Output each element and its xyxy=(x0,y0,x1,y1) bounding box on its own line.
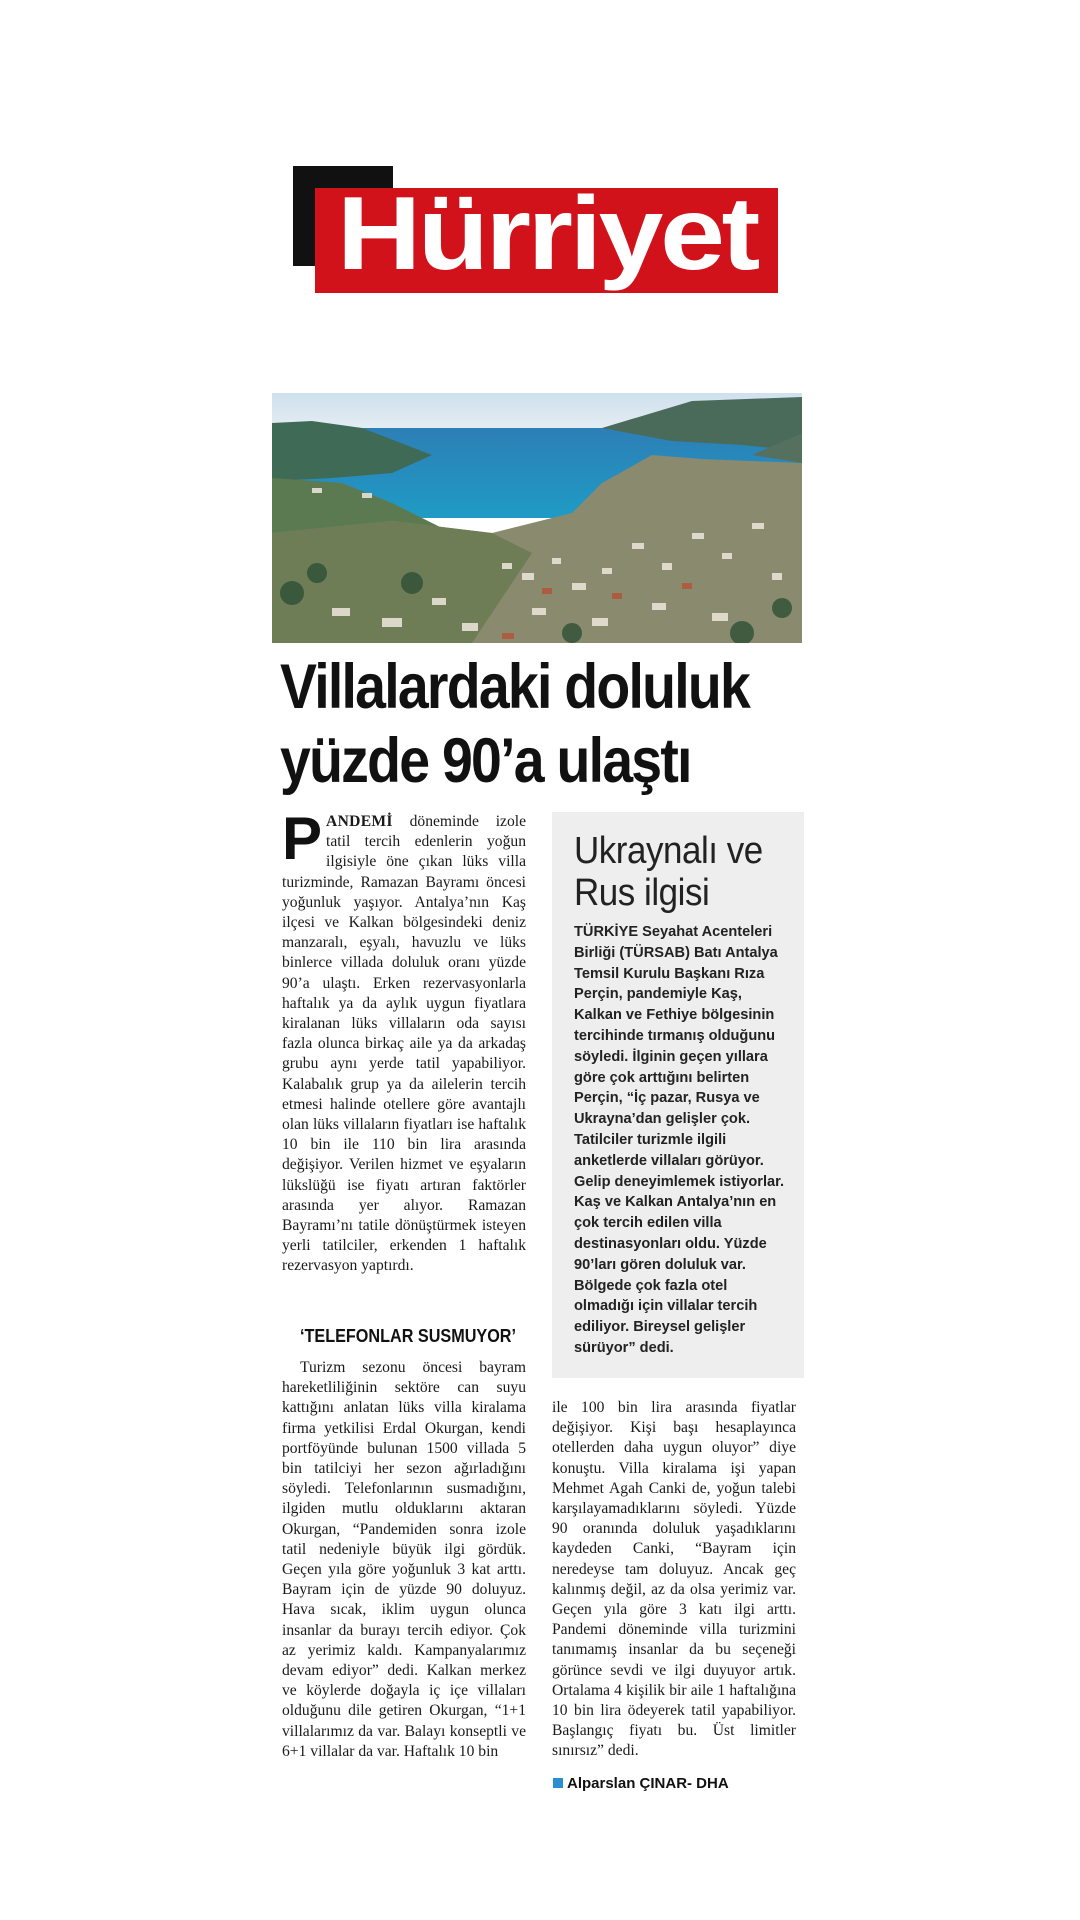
section2-right-text: ile 100 bin lira arasında fiyatlar değişiyor. Kişi başı hesaplayınca otellerden daha uygun oluyor” diye konuştu. Villa kiralama işi yapan Mehmet Agah Canki de, yoğun talebi karşılayamadıklarını söyledi. Yüzde 90 oranında doluluk yaşadıklarını kaydeden Canki, “Bayram için neredeyse tam doluyuz. Ancak geç kalınmış değil, az da olsa yerimiz var. Geçen yıla göre 3 katı ilgi arttı. Pandemi döneminde villa turizmini tanımamış insanlar da bu seçeneği görünce sevdi ve ilgi duyuyor artık. Ortalama 4 kişilik bir aile 1 haftalığına 10 bin lira ödeyerek tatil yapabiliyor. Başlangıç fiyatı bu. Üst limitler sınırsız” dedi. xyxy=(552,1399,796,1760)
byline xyxy=(553,1775,729,1792)
byline-text: Alparslan ÇINAR- DHA xyxy=(567,1775,729,1792)
hurriyet-logo xyxy=(293,166,778,293)
headline-line-1: Villalardaki doluluk xyxy=(280,652,750,722)
headline-line-2: yüzde 90’a ulaştı xyxy=(280,726,691,796)
lead-text: döneminde izole tatil tercih edenlerin yoğun ilgisiyle öne çıkan lüks villa turizminde, Ramazan Bayramı öncesi yoğunluk yaşıyor. Antalya’nın Kaş ilçesi ve Kalkan bölgesindeki deniz manzaralı, eşyalı, havuzlu ve lüks binlerce villada doluluk oranı yüzde 90’a ulaştı. Erken rezervasyonlarla haftalık ya da aylık uygun fiyatlara kiralanan lüks villaların oda sayısı fazla olunca birkaç aile ya da arkadaş grubu aynı yerde tatil yapabiliyor. Kalabalık grup ya da ailelerin tercih etmesi halinde otellere göre avantajlı olan lüks villaların fiyatları ise haftalık 10 bin ile 110 bin lira arasında değişiyor. Verilen hizmet ve eşyaların lükslüğü ise fiyatı artıran faktörler arasında yer alıyor. Ramazan Bayramı’nı tatile dönüştürmek isteyen yerli tatilciler, erkenden 1 haftalık rezervasyon yaptırdı. xyxy=(282,813,526,1275)
section2-left-text: Turizm sezonu öncesi bayram hareketliliğinin sektöre can suyu kattığını anlatan lüks villa kiralama firma yetkilisi Erdal Okurgan, kendi portföyünde bulunan 1500 villada 5 bin tatilciyi her sezon ağırladığını söyledi. Telefonlarının susmadığını, ilgiden mutlu olduklarını aktaran Okurgan, “Pandemiden sonra izole tatil nedeniyle büyük ilgi gördük. Geçen yıla göre yoğunluk 3 kat arttı. Bayram için de yüzde 90 doluyuz. Hava sıcak, iklim uygun olunca insanlar da burayı tercih ediyor. Çok az yerimiz kaldı. Kampanyalarımız devam ediyor” dedi. Kalkan merkez ve köylerde doğayla iç içe villaları olduğunu dile getiren Okurgan, “1+1 villalarımız da var. Balayı konseptli ve 6+1 villalar da var. Haftalık 10 bin xyxy=(282,1359,526,1760)
section-subhead: ‘TELEFONLAR SUSMUYOR’ xyxy=(300,1326,517,1346)
article-headline xyxy=(280,650,755,798)
byline-square-icon xyxy=(553,1778,563,1788)
svg-text:Hürriyet: Hürriyet xyxy=(337,176,760,292)
sidebar-text: TÜRKİYE Seyahat Acenteleri Birliği (TÜRSAB) Batı Antalya Temsil Kurulu Başkanı Rıza Perçin, pandemiyle Kaş, Kalkan ve Fethiye bölgesinin tercihinde tırmanış olduğunu söyledi. İlginin geçen yıllara göre çok arttığını belirten Perçin, “İç pazar, Rusya ve Ukrayna’dan gelişler çok. Tatilciler turizmle ilgili anketlerde villaları görüyor. Gelip deneyimlemek istiyorlar. Kaş ve Kalkan Antalya’nın en çok tercih edilen villa destinasyonları oldu. Yüzde 90’ları gören doluluk var. Bölgede çok fazla otel olmadığı için villalar tercih ediliyor. Bireysel gelişler sürüyor” dedi. xyxy=(574,924,785,1356)
lead-paragraph xyxy=(282,805,526,1277)
sidebar-title-line-1: Ukraynalı ve xyxy=(574,830,763,872)
sidebar-title xyxy=(574,830,786,914)
sidebar-title-line-2: Rus ilgisi xyxy=(574,872,710,914)
section2-left-paragraph xyxy=(282,1358,526,1762)
article-photo xyxy=(272,393,802,643)
drop-cap: P xyxy=(282,805,323,872)
lead-caps: ANDEMİ xyxy=(326,813,393,830)
section2-right-paragraph xyxy=(552,1398,796,1762)
